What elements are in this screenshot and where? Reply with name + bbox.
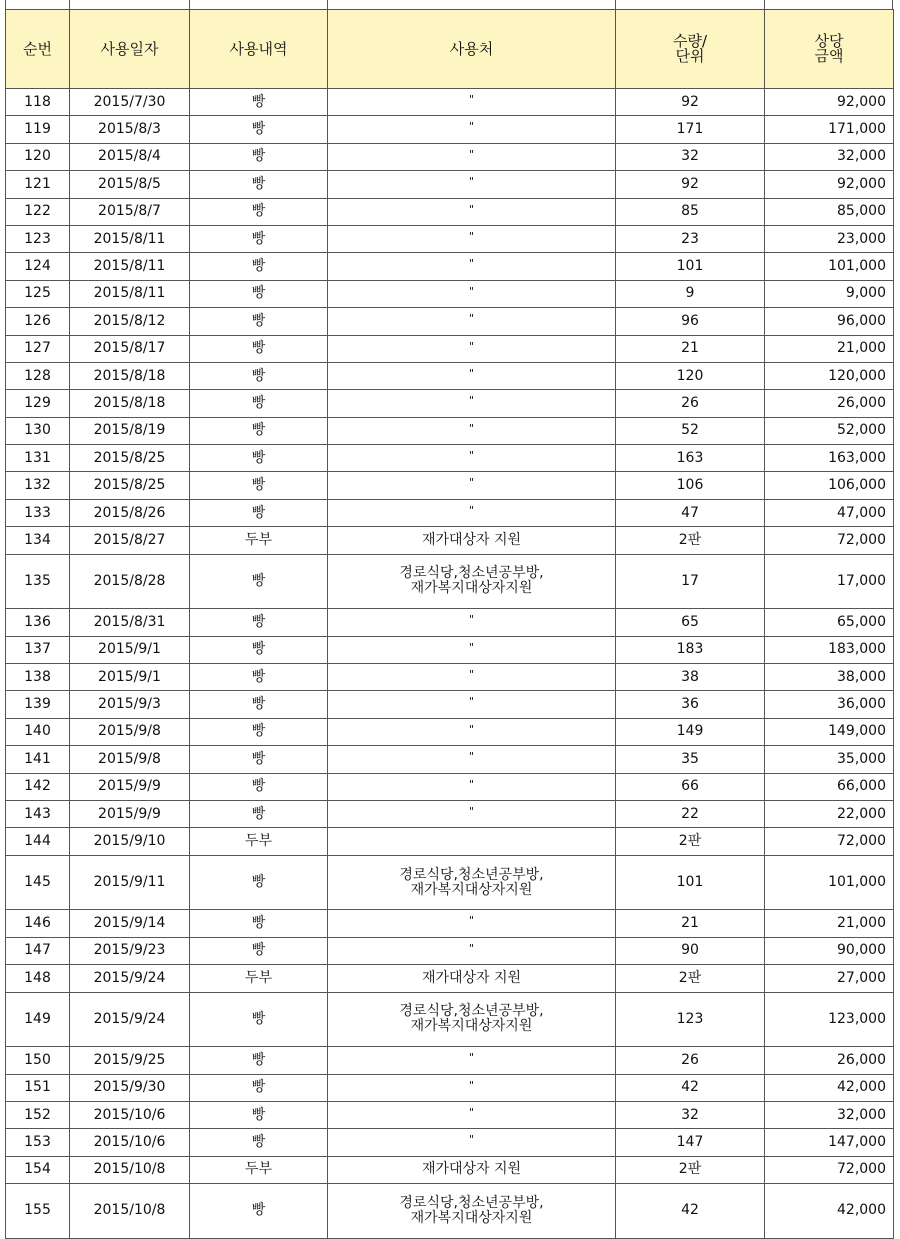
table-body [6,89,894,1239]
cell-date: 2015/9/23 [70,937,190,964]
cell-place: 재가대상자 지원 [328,1156,616,1183]
cell-qty: 66 [616,773,765,800]
cell-no: 139 [6,691,70,718]
cell-qty: 106 [616,472,765,499]
cell-place-ditto: " [328,910,616,937]
table-row [6,664,894,691]
cell-date: 2015/9/1 [70,664,190,691]
cell-amount: 66,000 [765,773,894,800]
table-row [6,308,894,335]
cell-item: 빵 [190,609,328,636]
cell-item: 빵 [190,308,328,335]
cell-no: 121 [6,171,70,198]
cell-qty: 65 [616,609,765,636]
header-date: 사용일자 [70,10,190,89]
cell-amount: 9,000 [765,280,894,307]
cell-place [328,992,616,1047]
cell-qty: 183 [616,636,765,663]
cell-no: 140 [6,718,70,745]
cell-qty: 149 [616,718,765,745]
cell-place-ditto: " [328,1074,616,1101]
cell-place-line1: 경로식당,청소년공부방, [399,1194,544,1211]
cell-item: 두부 [190,965,328,992]
table-row [6,800,894,827]
table-row [6,718,894,745]
cell-date: 2015/9/8 [70,746,190,773]
cell-amount: 123,000 [765,992,894,1047]
header-place: 사용처 [328,10,616,89]
header-qty-line1: 수량/ [672,32,708,50]
cell-item: 빵 [190,362,328,389]
cell-date: 2015/10/8 [70,1184,190,1239]
cell-amount: 65,000 [765,609,894,636]
cell-qty: 21 [616,910,765,937]
cell-amount: 96,000 [765,308,894,335]
cell-qty: 17 [616,554,765,609]
cell-no: 120 [6,143,70,170]
cell-qty: 26 [616,390,765,417]
cell-place-ditto: " [328,773,616,800]
cell-date: 2015/9/3 [70,691,190,718]
table-row [6,1156,894,1183]
cell-item: 빵 [190,445,328,472]
cell-place-line1: 경로식당,청소년공부방, [399,565,544,582]
header-amount-line1: 상당 [814,32,844,50]
cell-qty: 47 [616,499,765,526]
cell-amount: 38,000 [765,664,894,691]
cell-date: 2015/8/3 [70,116,190,143]
cell-qty: 147 [616,1129,765,1156]
cell-date: 2015/8/25 [70,445,190,472]
cell-item: 빵 [190,89,328,116]
cell-date: 2015/8/18 [70,362,190,389]
cell-amount: 26,000 [765,1047,894,1074]
table-row [6,937,894,964]
cell-date: 2015/10/6 [70,1129,190,1156]
cell-date: 2015/8/27 [70,527,190,554]
cell-place-line1: 경로식당,청소년공부방, [399,866,544,883]
cell-item: 빵 [190,1129,328,1156]
table-row [6,1047,894,1074]
cell-date: 2015/9/1 [70,636,190,663]
cell-amount: 17,000 [765,554,894,609]
cell-qty: 101 [616,253,765,280]
cell-amount: 23,000 [765,225,894,252]
cell-no: 145 [6,855,70,910]
cell-no: 125 [6,280,70,307]
table-row [6,143,894,170]
cell-no: 149 [6,992,70,1047]
cell-item: 빵 [190,335,328,362]
cell-place-ditto: " [328,417,616,444]
cell-amount: 147,000 [765,1129,894,1156]
cell-qty: 38 [616,664,765,691]
cell-no: 137 [6,636,70,663]
cell-qty: 9 [616,280,765,307]
cell-date: 2015/9/30 [70,1074,190,1101]
cell-qty: 90 [616,937,765,964]
cell-amount: 42,000 [765,1184,894,1239]
cell-amount: 106,000 [765,472,894,499]
cell-date: 2015/8/25 [70,472,190,499]
cell-amount: 183,000 [765,636,894,663]
table-row [6,499,894,526]
cell-place-ditto: " [328,937,616,964]
cell-qty: 21 [616,335,765,362]
cell-date: 2015/9/8 [70,718,190,745]
cell-amount: 90,000 [765,937,894,964]
table-row [6,225,894,252]
table-row [6,965,894,992]
cell-place-ditto: " [328,445,616,472]
cell-place-ditto: " [328,253,616,280]
cell-no: 134 [6,527,70,554]
cell-date: 2015/8/11 [70,225,190,252]
table-row [6,445,894,472]
cell-item: 빵 [190,499,328,526]
cell-item: 빵 [190,855,328,910]
cell-item: 두부 [190,1156,328,1183]
cell-no: 123 [6,225,70,252]
cell-no: 146 [6,910,70,937]
cell-no: 151 [6,1074,70,1101]
cell-place-line2: 재가복지대상자지원 [410,881,533,898]
cell-amount: 36,000 [765,691,894,718]
table-row [6,773,894,800]
cell-place-line2: 재가복지대상자지원 [410,1018,533,1035]
cell-item: 두부 [190,527,328,554]
cell-qty: 2판 [616,828,765,855]
cell-no: 154 [6,1156,70,1183]
table-row [6,828,894,855]
cell-item: 빵 [190,937,328,964]
cell-place [328,554,616,609]
cell-item: 빵 [190,116,328,143]
cell-item: 빵 [190,636,328,663]
cell-item: 두부 [190,828,328,855]
cell-qty: 2판 [616,527,765,554]
cell-qty: 2판 [616,965,765,992]
cell-date: 2015/8/28 [70,554,190,609]
cell-amount: 21,000 [765,335,894,362]
cell-amount: 92,000 [765,171,894,198]
cell-no: 138 [6,664,70,691]
cell-item: 빵 [190,1047,328,1074]
cell-no: 127 [6,335,70,362]
cell-item: 빵 [190,198,328,225]
cell-qty: 120 [616,362,765,389]
cell-place-ditto: " [328,89,616,116]
cell-no: 153 [6,1129,70,1156]
cell-qty: 32 [616,143,765,170]
cell-qty: 36 [616,691,765,718]
table-row [6,198,894,225]
header-no: 순번 [6,10,70,89]
cell-qty: 52 [616,417,765,444]
cell-place-line2: 재가복지대상자지원 [410,580,533,597]
cell-date: 2015/10/8 [70,1156,190,1183]
cell-place-ditto: " [328,335,616,362]
cell-qty: 101 [616,855,765,910]
cell-no: 155 [6,1184,70,1239]
cell-place [328,1184,616,1239]
cell-amount: 72,000 [765,527,894,554]
cell-no: 118 [6,89,70,116]
cell-qty: 171 [616,116,765,143]
cell-place-ditto: " [328,390,616,417]
cell-qty: 26 [616,1047,765,1074]
cell-no: 135 [6,554,70,609]
cell-amount: 72,000 [765,828,894,855]
cell-place-ditto: " [328,116,616,143]
cell-no: 129 [6,390,70,417]
cell-qty: 92 [616,171,765,198]
table-row [6,89,894,116]
cell-date: 2015/8/19 [70,417,190,444]
table-row [6,171,894,198]
cell-no: 143 [6,800,70,827]
table-row [6,1184,894,1239]
cell-qty: 42 [616,1184,765,1239]
table-row [6,417,894,444]
cell-date: 2015/10/6 [70,1101,190,1128]
cell-item: 빵 [190,910,328,937]
header-item: 사용내역 [190,10,328,89]
cell-item: 빵 [190,992,328,1047]
cell-date: 2015/8/11 [70,280,190,307]
cell-date: 2015/9/10 [70,828,190,855]
cell-date: 2015/9/9 [70,800,190,827]
cell-place-ditto: " [328,609,616,636]
cell-date: 2015/8/5 [70,171,190,198]
table-row [6,472,894,499]
table-row [6,362,894,389]
cell-no: 122 [6,198,70,225]
cell-qty: 32 [616,1101,765,1128]
header-amount [765,10,894,89]
cell-item: 빵 [190,253,328,280]
table-row [6,746,894,773]
cell-amount: 52,000 [765,417,894,444]
cell-place-ditto: " [328,1047,616,1074]
cell-item: 빵 [190,1074,328,1101]
cell-no: 152 [6,1101,70,1128]
cell-amount: 120,000 [765,362,894,389]
cell-place-ditto: " [328,1129,616,1156]
cell-amount: 21,000 [765,910,894,937]
table-row [6,527,894,554]
table-row [6,1074,894,1101]
cell-date: 2015/9/24 [70,992,190,1047]
cell-date: 2015/8/17 [70,335,190,362]
cell-date: 2015/8/11 [70,253,190,280]
cell-item: 빵 [190,472,328,499]
cell-qty: 22 [616,800,765,827]
cell-amount: 35,000 [765,746,894,773]
cell-amount: 149,000 [765,718,894,745]
cell-amount: 22,000 [765,800,894,827]
cell-place-ditto: " [328,171,616,198]
cell-item: 빵 [190,1184,328,1239]
cell-amount: 26,000 [765,390,894,417]
cell-item: 빵 [190,1101,328,1128]
cell-amount: 42,000 [765,1074,894,1101]
cell-item: 빵 [190,718,328,745]
cell-place-ditto: " [328,280,616,307]
cell-qty: 96 [616,308,765,335]
table-row [6,910,894,937]
cell-no: 144 [6,828,70,855]
cell-date: 2015/8/7 [70,198,190,225]
cell-item: 빵 [190,800,328,827]
cell-place-ditto: " [328,800,616,827]
cell-date: 2015/8/4 [70,143,190,170]
cell-amount: 47,000 [765,499,894,526]
cell-item: 빵 [190,225,328,252]
cell-item: 빵 [190,746,328,773]
cell-place-ditto: " [328,225,616,252]
cell-date: 2015/9/11 [70,855,190,910]
cell-place-ditto: " [328,472,616,499]
table-row [6,1129,894,1156]
table-row [6,636,894,663]
cell-place-ditto: " [328,636,616,663]
cell-place-ditto: " [328,198,616,225]
cell-place [328,828,616,855]
cell-item: 빵 [190,171,328,198]
table-row [6,390,894,417]
cell-item: 빵 [190,664,328,691]
cell-no: 130 [6,417,70,444]
header-qty-line2: 단위 [675,47,705,65]
cell-place-ditto: " [328,308,616,335]
cell-place-ditto: " [328,362,616,389]
header-amount-line2: 금액 [814,47,844,65]
cell-date: 2015/9/24 [70,965,190,992]
cell-item: 빵 [190,390,328,417]
table-row [6,609,894,636]
cell-amount: 101,000 [765,855,894,910]
cell-amount: 92,000 [765,89,894,116]
cell-no: 126 [6,308,70,335]
cell-date: 2015/8/26 [70,499,190,526]
cell-place-ditto: " [328,143,616,170]
cell-item: 빵 [190,691,328,718]
cell-no: 132 [6,472,70,499]
table-row [6,253,894,280]
cell-amount: 85,000 [765,198,894,225]
cell-place [328,855,616,910]
header-qty [616,10,765,89]
cell-date: 2015/7/30 [70,89,190,116]
cell-qty: 23 [616,225,765,252]
cell-place-ditto: " [328,746,616,773]
cell-date: 2015/8/12 [70,308,190,335]
cell-qty: 42 [616,1074,765,1101]
cell-place-ditto: " [328,1101,616,1128]
cell-item: 빵 [190,554,328,609]
cell-place: 재가대상자 지원 [328,965,616,992]
cell-place-line1: 경로식당,청소년공부방, [399,1003,544,1020]
cell-amount: 32,000 [765,1101,894,1128]
cell-qty: 85 [616,198,765,225]
cell-item: 빵 [190,417,328,444]
cell-place-ditto: " [328,691,616,718]
cell-qty: 2판 [616,1156,765,1183]
cell-place-ditto: " [328,499,616,526]
cell-no: 133 [6,499,70,526]
cell-amount: 171,000 [765,116,894,143]
cell-no: 150 [6,1047,70,1074]
table-row [6,280,894,307]
table-row [6,554,894,609]
cell-no: 136 [6,609,70,636]
cell-no: 147 [6,937,70,964]
cell-no: 148 [6,965,70,992]
table-row [6,855,894,910]
cell-place-line2: 재가복지대상자지원 [410,1209,533,1226]
table-top-rule [5,0,893,9]
table-row [6,335,894,362]
cell-amount: 72,000 [765,1156,894,1183]
cell-date: 2015/9/14 [70,910,190,937]
cell-amount: 32,000 [765,143,894,170]
table-row [6,1101,894,1128]
cell-no: 141 [6,746,70,773]
cell-place-ditto: " [328,664,616,691]
cell-qty: 92 [616,89,765,116]
cell-item: 빵 [190,280,328,307]
cell-qty: 123 [616,992,765,1047]
cell-no: 142 [6,773,70,800]
cell-no: 124 [6,253,70,280]
cell-amount: 101,000 [765,253,894,280]
cell-no: 131 [6,445,70,472]
cell-place-ditto: " [328,718,616,745]
cell-date: 2015/9/9 [70,773,190,800]
cell-place: 재가대상자 지원 [328,527,616,554]
table-row [6,992,894,1047]
cell-no: 119 [6,116,70,143]
cell-amount: 27,000 [765,965,894,992]
cell-date: 2015/9/25 [70,1047,190,1074]
table-header-row [6,10,894,89]
table-row [6,116,894,143]
cell-item: 빵 [190,143,328,170]
cell-date: 2015/8/31 [70,609,190,636]
cell-date: 2015/8/18 [70,390,190,417]
cell-amount: 163,000 [765,445,894,472]
table-row [6,691,894,718]
cell-item: 빵 [190,773,328,800]
donation-usage-table [5,9,894,1239]
cell-no: 128 [6,362,70,389]
cell-qty: 35 [616,746,765,773]
cell-qty: 163 [616,445,765,472]
